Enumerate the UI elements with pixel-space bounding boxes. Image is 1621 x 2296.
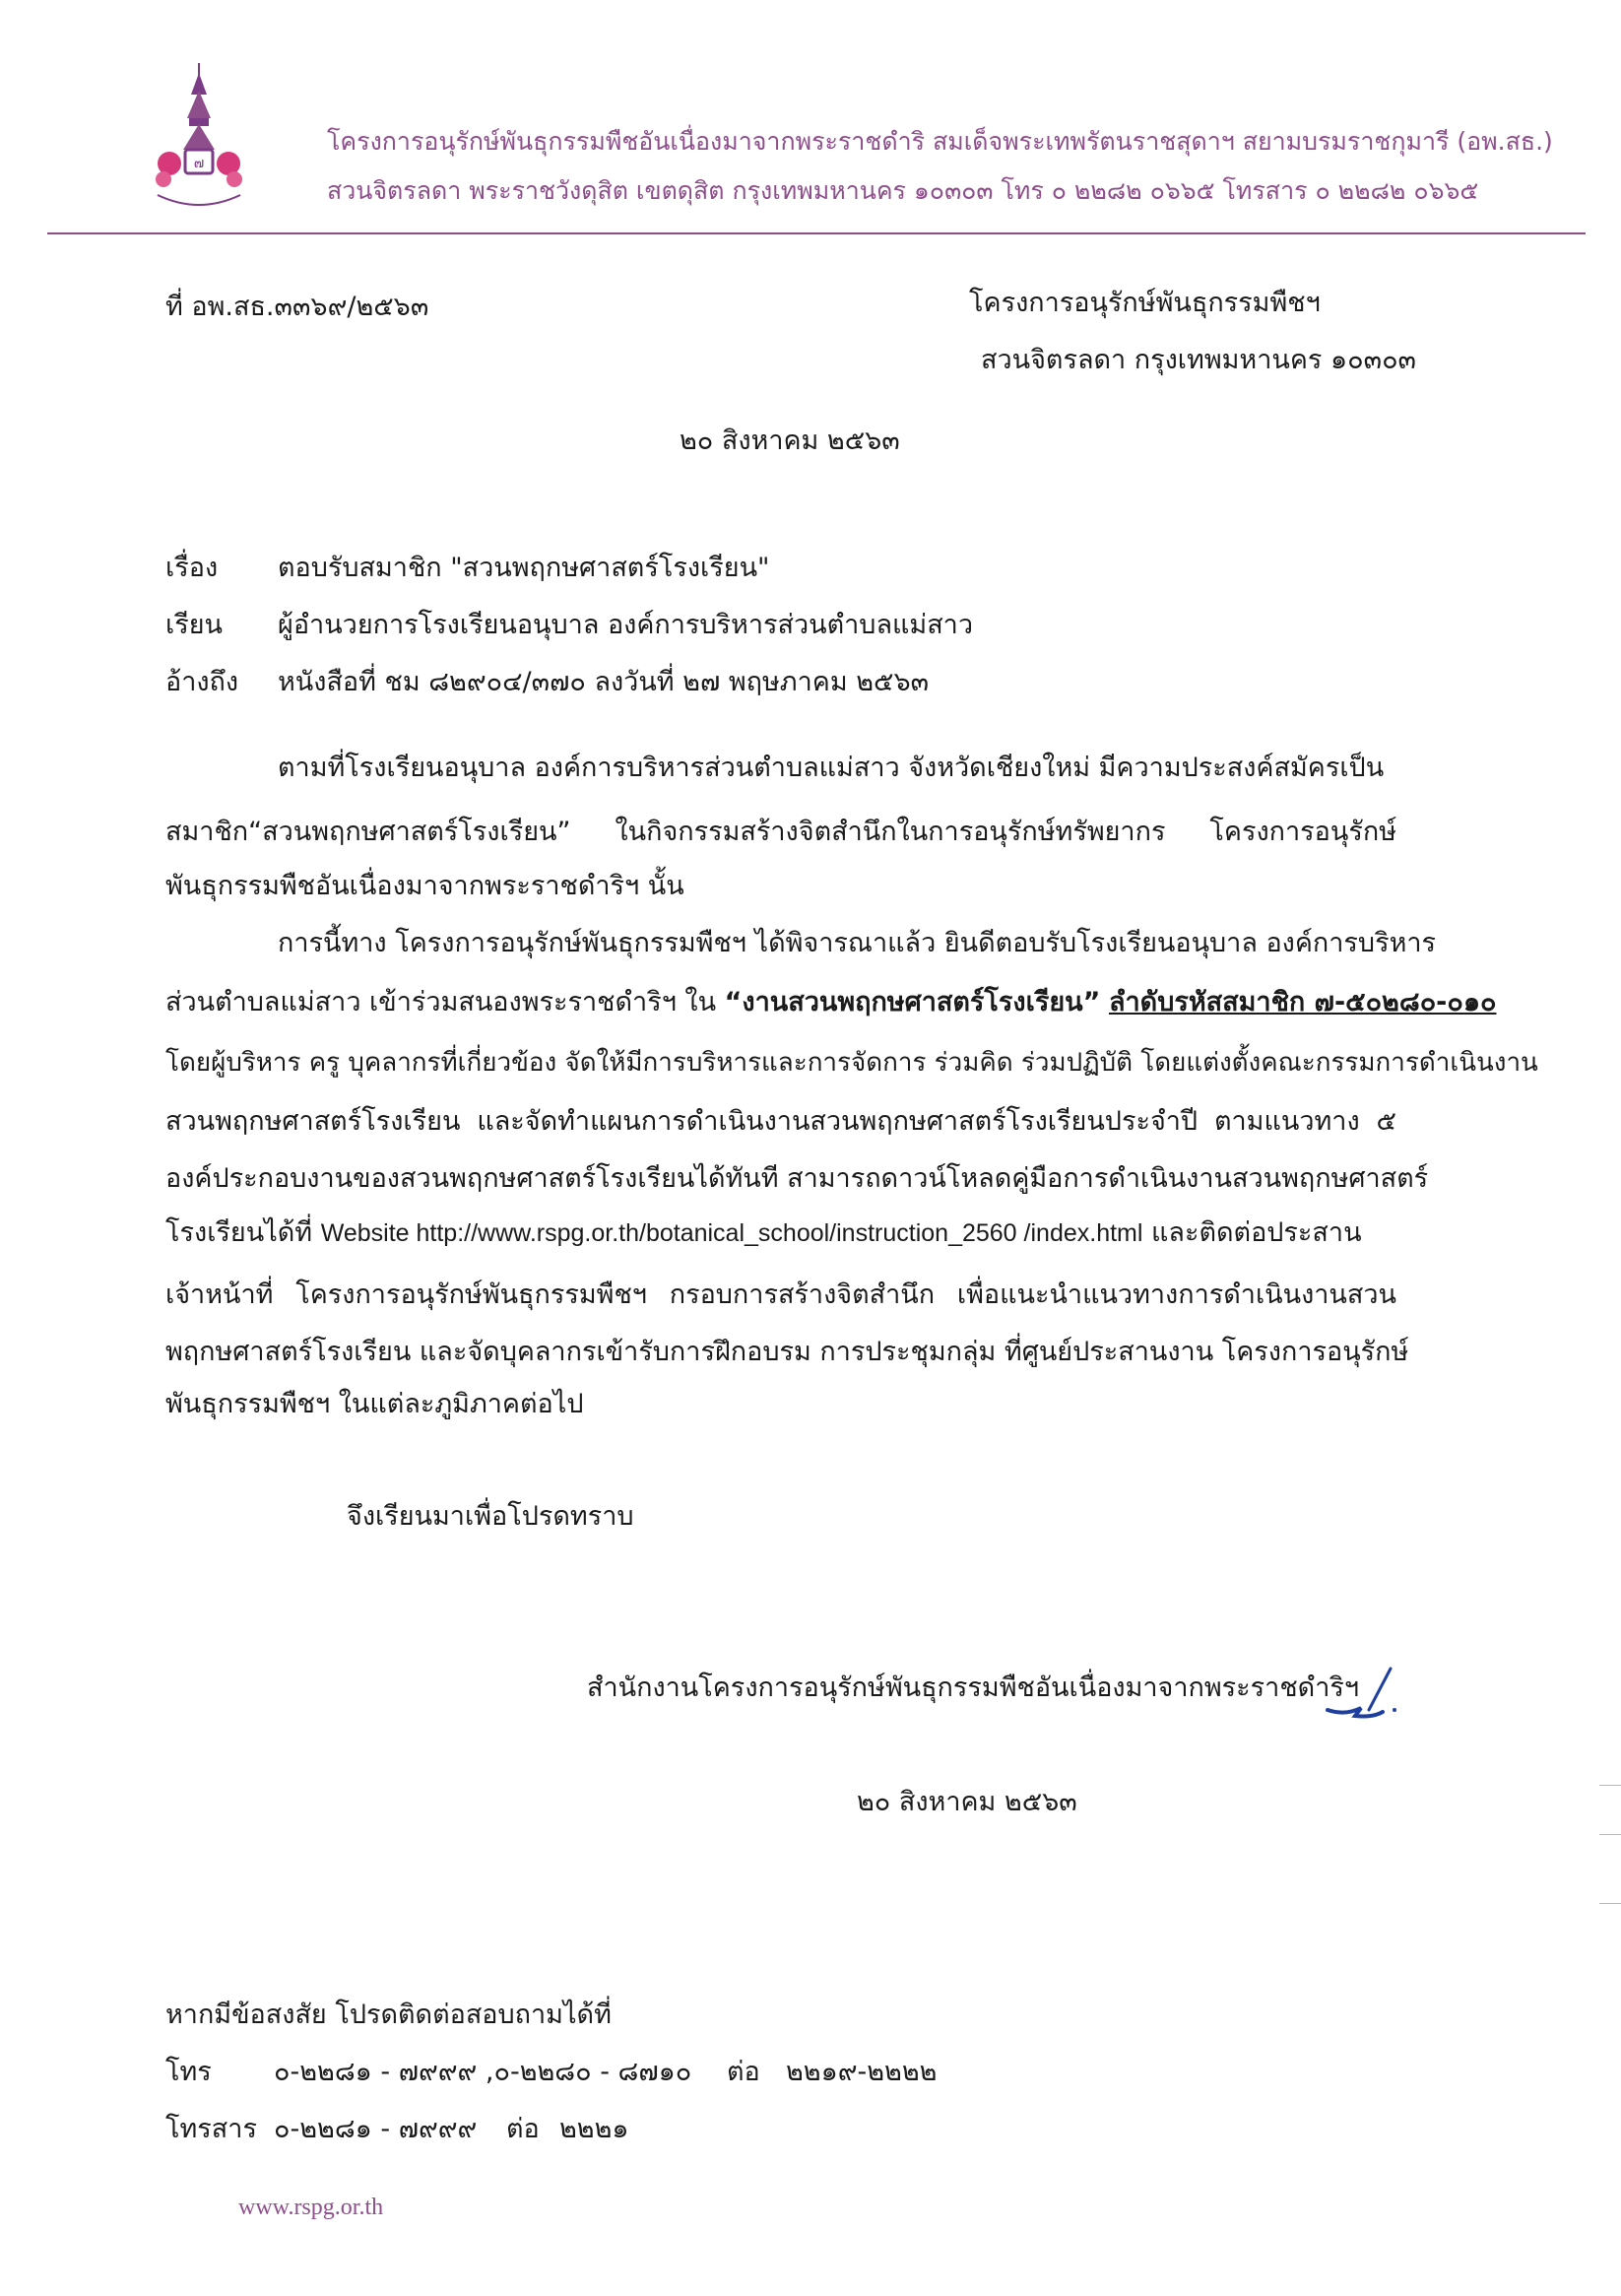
letter-date: ๒๐ สิงหาคม ๒๕๖๓	[680, 426, 900, 456]
emblem-logo	[150, 61, 248, 211]
para2-line-8: พฤกษศาสตร์โรงเรียน และจัดบุคลากรเข้ารับการฝึกอบรม การประชุมกลุ่ม ที่ศูนย์ประสานงาน โครงการอนุรักษ์	[165, 1337, 1409, 1367]
recipient-label: เรียน	[165, 610, 224, 640]
letterhead-line-2: สวนจิตรลดา พระราชวังดุสิต เขตดุสิต กรุงเทพมหานคร ๑๐๓๐๓ โทร ๐ ๒๒๘๒ ๐๖๖๕ โทรสาร ๐ ๒๒๘๒ ๐๖๖๕	[327, 176, 1479, 205]
recipient-value: ผู้อำนวยการโรงเรียนอนุบาล องค์การบริหารส่วนตำบลแม่สาว	[278, 610, 973, 640]
signature-mark	[1322, 1665, 1400, 1724]
contact-phone-ext: ๒๒๑๙-๒๒๒๒	[786, 2057, 938, 2087]
contact-heading: หากมีข้อสงสัย โปรดติดต่อสอบถามได้ที่	[165, 2000, 612, 2030]
svg-text:๗: ๗	[193, 156, 205, 171]
para1-line-2: สมาชิก“สวนพฤกษศาสตร์โรงเรียน” ในกิจกรรมสร้างจิตสำนึกในการอนุรักษ์ทรัพยากร โครงการอนุรักษ์	[165, 817, 1396, 847]
member-code: ลำดับรหัสสมาชิก ๗-๕๐๒๘๐-๐๑๐	[1108, 987, 1497, 1017]
contact-fax-ext-label: ต่อ	[506, 2114, 540, 2144]
contact-fax-ext: ๒๒๒๑	[559, 2114, 629, 2144]
para2-line-6-tail: และติดต่อประสาน	[1151, 1217, 1362, 1248]
scan-edge-mark	[1599, 1834, 1621, 1835]
para2-line-4: สวนพฤกษศาสตร์โรงเรียน และจัดทำแผนการดำเนินงานสวนพฤกษศาสตร์โรงเรียนประจำปี ตามแนวทาง ๕	[165, 1106, 1396, 1137]
sender-line-2: สวนจิตรลดา กรุงเทพมหานคร ๑๐๓๐๓	[981, 345, 1417, 375]
contact-phone-ext-label: ต่อ	[727, 2057, 760, 2087]
para2-line-6-text: โรงเรียนได้ที่	[165, 1217, 313, 1248]
manual-download-link[interactable]: Website http://www.rspg.or.th/botanical_school/instruction_2560 /index.html	[320, 1219, 1143, 1247]
para2-line-2-text: ส่วนตำบลแม่สาว เข้าร่วมสนองพระราชดำริฯ ใน	[165, 987, 717, 1017]
scan-edge-mark	[1599, 1785, 1621, 1786]
letterhead-line-1: โครงการอนุรักษ์พันธุกรรมพืชอันเนื่องมาจากพระราชดำริ สมเด็จพระเทพรัตนราชสุดาฯ สยามบรมราชกุมารี (อพ.สธ.)	[327, 127, 1553, 156]
document-number: ที่ อพ.สธ.๓๓๖๙/๒๕๖๓	[165, 292, 429, 322]
para1-line-3: พันธุกรรมพืชอันเนื่องมาจากพระราชดำริฯ นั้น	[165, 871, 684, 901]
para2-line-1: การนี้ทาง โครงการอนุรักษ์พันธุกรรมพืชฯ ได้พิจารณาแล้ว ยินดีตอบรับโรงเรียนอนุบาล องค์การบริหาร	[278, 928, 1437, 958]
para2-line-3: โดยผู้บริหาร ครู บุคลากรที่เกี่ยวข้อง จัดให้มีการบริหารและการจัดการ ร่วมคิด ร่วมปฏิบัติ โดยแต่งตั้งคณะกรรมการดำเนินงาน	[165, 1048, 1538, 1078]
contact-fax-value: ๐-๒๒๘๑ - ๗๙๙๙	[274, 2114, 478, 2144]
para2-line-6	[165, 1215, 1362, 1251]
subject-label: เรื่อง	[165, 553, 219, 583]
subject-value: ตอบรับสมาชิก "สวนพฤกษศาสตร์โรงเรียน"	[278, 553, 770, 583]
para2-line-5: องค์ประกอบงานของสวนพฤกษศาสตร์โรงเรียนได้ทันที สามารถดาวน์โหลดคู่มือการดำเนินงานสวนพฤกษศาสตร์	[165, 1163, 1429, 1194]
para2-line-9: พันธุกรรมพืชฯ ในแต่ละภูมิภาคต่อไป	[165, 1389, 584, 1419]
school-garden-program: “งานสวนพฤกษศาสตร์โรงเรียน”	[724, 987, 1101, 1017]
sender-line-1: โครงการอนุรักษ์พันธุกรรมพืชฯ	[969, 288, 1321, 318]
closing-line: จึงเรียนมาเพื่อโปรดทราบ	[347, 1501, 634, 1532]
para1-line-1: ตามที่โรงเรียนอนุบาล องค์การบริหารส่วนตำบลแม่สาว จังหวัดเชียงใหม่ มีความประสงค์สมัครเป็น	[278, 753, 1385, 783]
contact-fax-label: โทรสาร	[165, 2114, 257, 2144]
signature-date: ๒๐ สิงหาคม ๒๕๖๓	[857, 1787, 1077, 1817]
para2-line-2	[165, 985, 1496, 1020]
para2-line-7: เจ้าหน้าที่ โครงการอนุรักษ์พันธุกรรมพืชฯ กรอบการสร้างจิตสำนึก เพื่อแนะนำแนวทางการดำเนินงานสวน	[165, 1279, 1396, 1310]
reference-value: หนังสือที่ ชม ๘๒๙๐๔/๓๗๐ ลงวันที่ ๒๗ พฤษภาคม ๒๕๖๓	[278, 667, 930, 697]
contact-phone-label: โทร	[165, 2057, 212, 2087]
footer-website[interactable]: www.rspg.or.th	[238, 2195, 384, 2220]
scan-edge-mark	[1599, 1903, 1621, 1904]
reference-label: อ้างถึง	[165, 667, 239, 697]
contact-phone-value: ๐-๒๒๘๑ - ๗๙๙๙ ,๐-๒๒๘๐ - ๘๗๑๐	[274, 2057, 692, 2087]
signatory-office: สำนักงานโครงการอนุรักษ์พันธุกรรมพืชอันเนื่องมาจากพระราชดำริฯ	[587, 1673, 1360, 1703]
letterhead-divider	[47, 232, 1586, 234]
